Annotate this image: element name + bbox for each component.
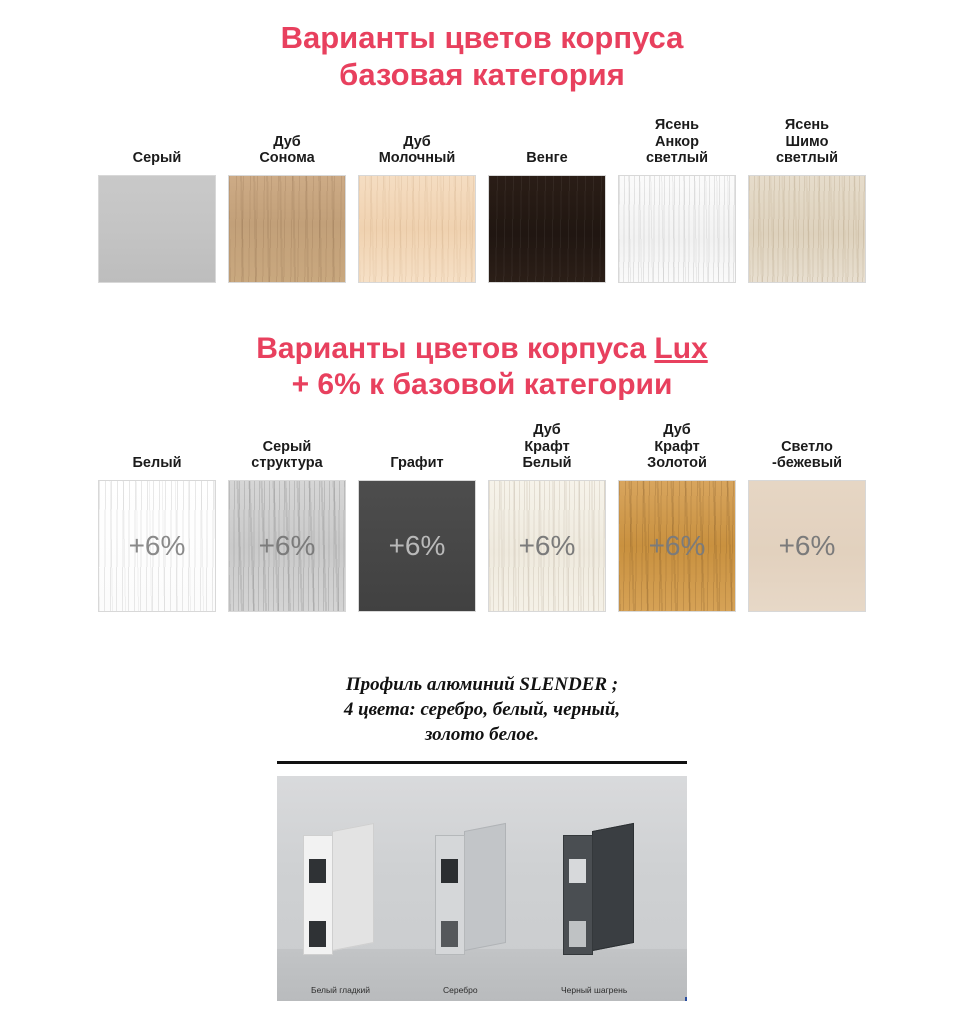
aluminium-profile-section bbox=[0, 672, 964, 1001]
swatch-label: Серый bbox=[132, 150, 182, 167]
selection-marker bbox=[685, 997, 687, 1001]
profile-caption-line-3: золото белое. bbox=[424, 724, 540, 746]
profile-caption-line-2: 4 цвета: серебро, белый, черный, bbox=[343, 699, 621, 721]
swatch-oak-craft-gold[interactable] bbox=[617, 420, 737, 612]
swatch-chip-oak-milky[interactable] bbox=[358, 175, 476, 283]
swatch-oak-milky[interactable] bbox=[357, 115, 477, 283]
profile-cavity-upper bbox=[441, 859, 458, 883]
swatch-label: Белый bbox=[132, 455, 182, 472]
swatch-chip-oak-craft-gold[interactable] bbox=[618, 480, 736, 612]
swatch-label: Ясень Анкор светлый bbox=[645, 117, 709, 167]
swatch-label: Графит bbox=[390, 455, 444, 472]
base-swatch-row bbox=[0, 115, 964, 283]
lux-category-heading bbox=[0, 325, 964, 402]
profile-cavity-lower bbox=[441, 921, 458, 947]
lux-heading-line-2: + 6% к базовой категории bbox=[291, 367, 673, 401]
surcharge-badge: +6% bbox=[128, 529, 186, 561]
swatch-chip-grey[interactable] bbox=[98, 175, 216, 283]
swatch-oak-sonoma[interactable] bbox=[227, 115, 347, 283]
swatch-white[interactable] bbox=[97, 420, 217, 612]
swatch-grey[interactable] bbox=[97, 115, 217, 283]
swatch-light-beige[interactable] bbox=[747, 420, 867, 612]
swatch-chip-oak-sonoma[interactable] bbox=[228, 175, 346, 283]
base-category-heading bbox=[0, 0, 964, 93]
lux-keyword: Lux bbox=[654, 332, 708, 366]
swatch-grey-structure[interactable] bbox=[227, 420, 347, 612]
profile-cavity-lower bbox=[309, 921, 326, 947]
surcharge-badge: +6% bbox=[258, 529, 316, 561]
profile-cavity-upper bbox=[569, 859, 586, 883]
swatch-label: Венге bbox=[526, 150, 568, 167]
swatch-graphite[interactable] bbox=[357, 420, 477, 612]
photo-label-black: Черный шагрень bbox=[561, 985, 628, 996]
swatch-label: Ясень Шимо светлый bbox=[775, 117, 839, 167]
swatch-label: Дуб Крафт Белый bbox=[522, 421, 572, 472]
swatch-label: Дуб Крафт Золотой bbox=[647, 421, 707, 472]
profile-caption bbox=[0, 672, 964, 747]
swatch-chip-light-beige[interactable] bbox=[748, 480, 866, 612]
photo-label-silver: Серебро bbox=[443, 985, 478, 996]
profile-side-face bbox=[592, 823, 634, 951]
swatch-label: Дуб Молочный bbox=[378, 133, 456, 167]
divider bbox=[277, 761, 687, 764]
swatch-wenge[interactable] bbox=[487, 115, 607, 283]
surcharge-badge: +6% bbox=[778, 529, 836, 561]
surcharge-badge: +6% bbox=[518, 529, 576, 561]
swatch-chip-graphite[interactable] bbox=[358, 480, 476, 612]
surcharge-badge: +6% bbox=[648, 529, 706, 561]
swatch-oak-craft-white[interactable] bbox=[487, 420, 607, 612]
lux-heading-line-1: Варианты цветов корпуса Lux bbox=[256, 332, 708, 366]
surcharge-badge: +6% bbox=[388, 529, 446, 561]
photo-label-white: Белый гладкий bbox=[311, 985, 370, 996]
profile-photo bbox=[277, 776, 687, 1001]
swatch-chip-oak-craft-white[interactable] bbox=[488, 480, 606, 612]
base-heading-line-1: Варианты цветов корпуса bbox=[280, 20, 684, 55]
profile-side-face bbox=[464, 823, 506, 951]
swatch-ash-shimo-light[interactable] bbox=[747, 115, 867, 283]
lux-swatch-row bbox=[0, 420, 964, 612]
profile-side-face bbox=[332, 823, 374, 951]
profile-cavity-lower bbox=[569, 921, 586, 947]
profile-caption-line-1: Профиль алюминий SLENDER ; bbox=[345, 673, 619, 695]
swatch-label: Серый структура bbox=[251, 438, 323, 472]
swatch-label: Светло -бежевый bbox=[771, 438, 843, 472]
base-heading-line-2: базовая категория bbox=[339, 56, 625, 92]
swatch-label: Дуб Сонома bbox=[259, 133, 315, 167]
swatch-chip-white[interactable] bbox=[98, 480, 216, 612]
swatch-chip-wenge[interactable] bbox=[488, 175, 606, 283]
swatch-ash-anchor-light[interactable] bbox=[617, 115, 737, 283]
swatch-chip-ash-shimo-light[interactable] bbox=[748, 175, 866, 283]
swatch-chip-grey-structure[interactable] bbox=[228, 480, 346, 612]
swatch-chip-ash-anchor-light[interactable] bbox=[618, 175, 736, 283]
profile-cavity-upper bbox=[309, 859, 326, 883]
